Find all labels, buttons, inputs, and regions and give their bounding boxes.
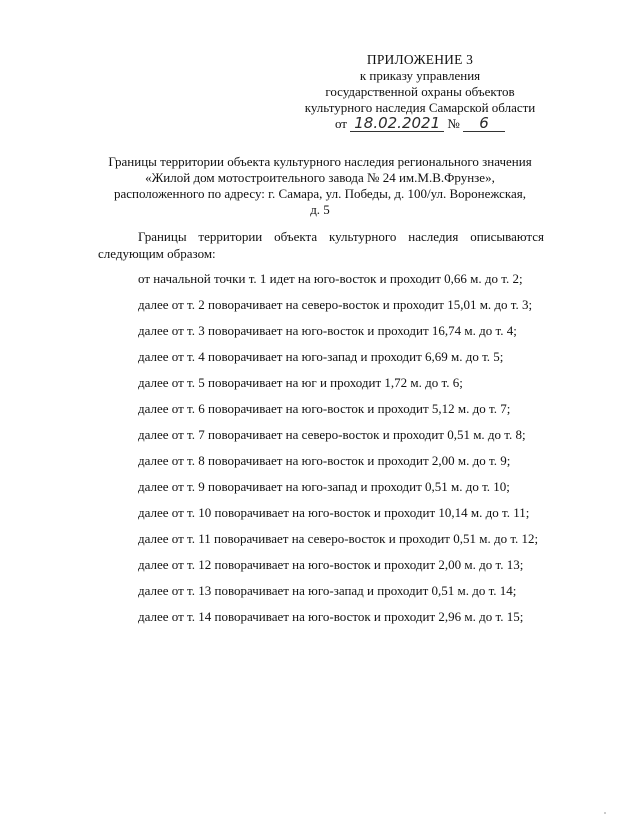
date-prefix: от: [334, 116, 347, 131]
paragraph-boundary: далее от т. 3 поворачивает на юго-восток и проходит 16,74 м. до т. 4;: [138, 323, 517, 338]
paragraph-boundary: далее от т. 8 поворачивает на юго-восток и проходит 2,00 м. до т. 9;: [138, 453, 511, 468]
paragraph-boundary: далее от т. 6 поворачивает на юго-восток и проходит 5,12 м. до т. 7;: [138, 401, 511, 416]
appendix-line-department: государственной охраны объектов: [325, 84, 515, 99]
paragraph-boundary: далее от т. 11 поворачивает на северо-восток и проходит 0,51 м. до т. 12;: [138, 531, 539, 546]
title-line-4: д. 5: [310, 202, 330, 217]
paragraph-intro: Границы территории объекта культурного наследия описываются следующим образом:: [98, 229, 544, 261]
title-line-1: Границы территории объекта культурного наследия регионального значения: [108, 154, 532, 169]
paragraph-boundary: далее от т. 10 поворачивает на юго-восток и проходит 10,14 м. до т. 11;: [138, 505, 530, 520]
appendix-title: ПРИЛОЖЕНИЕ 3: [366, 52, 474, 67]
paragraph-boundary: далее от т. 12 поворачивает на юго-восток и проходит 2,00 м. до т. 13;: [138, 557, 524, 572]
paragraph-boundary: от начальной точки т. 1 идет на юго-восток и проходит 0,66 м. до т. 2;: [138, 271, 523, 286]
handwritten-date: 18.02.2021: [350, 116, 444, 132]
appendix-header: [300, 52, 540, 132]
number-prefix: №: [447, 116, 460, 131]
paragraph-boundary: далее от т. 13 поворачивает на юго-запад и проходит 0,51 м. до т. 14;: [138, 583, 517, 598]
scan-speck: [604, 812, 606, 814]
paragraph-boundary: далее от т. 2 поворачивает на северо-восток и проходит 15,01 м. до т. 3;: [138, 297, 533, 312]
appendix-line-region: культурного наследия Самарской области: [304, 100, 536, 115]
order-date-number: [300, 116, 540, 132]
title-line-2: «Жилой дом мотостроительного завода № 24 им.М.В.Фрунзе»,: [145, 170, 495, 185]
document-title: [96, 154, 544, 218]
document-body: [98, 228, 544, 634]
paragraph-boundary: далее от т. 9 поворачивает на юго-запад и проходит 0,51 м. до т. 10;: [138, 479, 510, 494]
paragraph-boundary: далее от т. 5 поворачивает на юг и проходит 1,72 м. до т. 6;: [138, 375, 463, 390]
title-line-3: расположенного по адресу: г. Самара, ул. Победы, д. 100/ул. Воронежская,: [113, 186, 527, 201]
paragraph-boundary: далее от т. 4 поворачивает на юго-запад и проходит 6,69 м. до т. 5;: [138, 349, 504, 364]
handwritten-number: 6: [463, 116, 505, 132]
paragraph-boundary: далее от т. 14 поворачивает на юго-восток и проходит 2,96 м. до т. 15;: [138, 609, 524, 624]
appendix-line-order: к приказу управления: [359, 68, 481, 83]
paragraph-boundary: далее от т. 7 поворачивает на северо-восток и проходит 0,51 м. до т. 8;: [138, 427, 526, 442]
